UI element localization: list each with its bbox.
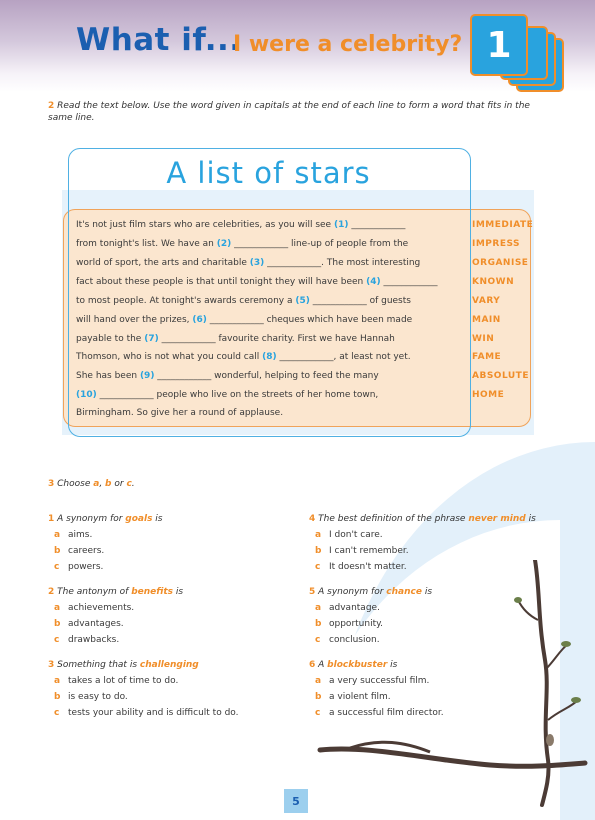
reading-title: A list of stars bbox=[166, 156, 371, 190]
option-text: powers. bbox=[68, 562, 104, 572]
answer-option[interactable] bbox=[48, 546, 298, 562]
option-letter: b bbox=[54, 546, 61, 556]
exercise3-number: 3 bbox=[48, 479, 55, 489]
gap-number: (3) bbox=[249, 258, 265, 268]
gap-number: (2) bbox=[216, 239, 232, 249]
word-in-capitals: ABSOLUTE bbox=[472, 371, 529, 381]
option-text: takes a lot of time to do. bbox=[68, 676, 179, 686]
word-in-capitals: VARY bbox=[472, 296, 501, 306]
choice-b-label: b bbox=[105, 479, 112, 489]
reading-line bbox=[76, 390, 378, 400]
option-letter: b bbox=[315, 692, 322, 702]
line-text: fact about these people is that until tonight they will have been bbox=[76, 277, 367, 287]
reading-line bbox=[76, 315, 412, 325]
option-text: a violent film. bbox=[329, 692, 391, 702]
option-letter: c bbox=[54, 562, 60, 572]
option-text: achievements. bbox=[68, 603, 135, 613]
question-5 bbox=[309, 587, 559, 651]
reading-line bbox=[76, 408, 283, 418]
answer-option[interactable] bbox=[309, 530, 559, 546]
question-stem bbox=[48, 514, 298, 530]
line-text: from tonight's list. We have an bbox=[76, 239, 217, 249]
word-in-capitals: IMMEDIATE bbox=[472, 220, 534, 230]
answer-option[interactable] bbox=[48, 692, 298, 708]
gap-number: (1) bbox=[333, 220, 349, 230]
option-letter: b bbox=[54, 619, 61, 629]
option-letter: c bbox=[315, 562, 321, 572]
option-text: tests your ability and is difficult to do. bbox=[68, 708, 239, 718]
option-letter: b bbox=[315, 546, 322, 556]
line-text-after-gap: ____________ people who live on the streets of her home town, bbox=[96, 390, 379, 400]
gap-number: (6) bbox=[192, 315, 207, 325]
line-text: will hand over the prizes, bbox=[76, 315, 193, 325]
line-text-after-gap: ____________ cheques which have been made bbox=[206, 315, 413, 325]
question-keyword: chance bbox=[386, 587, 422, 597]
line-text: It's not just film stars who are celebrities, as you will see bbox=[76, 220, 334, 230]
line-text-after-gap: ____________ line-up of people from the bbox=[231, 239, 409, 249]
answer-option[interactable] bbox=[48, 676, 298, 692]
unit-badge bbox=[470, 14, 570, 88]
question-keyword: never mind bbox=[468, 514, 526, 524]
line-text: to most people. At tonight's awards ceremony a bbox=[76, 296, 296, 306]
choice-separator: , bbox=[99, 479, 106, 489]
answer-option[interactable] bbox=[309, 676, 559, 692]
question-text: is bbox=[173, 587, 184, 597]
word-in-capitals: KNOWN bbox=[472, 277, 515, 287]
choice-separator-or: or bbox=[111, 479, 127, 489]
page-number: 5 bbox=[284, 789, 308, 813]
line-text: Thomson, who is not what you could call bbox=[76, 352, 263, 362]
line-text-after-gap: ____________ favourite charity. First we have Hannah bbox=[158, 334, 395, 344]
question-number: 6 bbox=[309, 660, 316, 670]
line-text: world of sport, the arts and charitable bbox=[76, 258, 250, 268]
question-1 bbox=[48, 514, 298, 578]
reading-line bbox=[76, 277, 437, 287]
answer-option[interactable] bbox=[309, 692, 559, 708]
question-stem bbox=[309, 587, 559, 603]
option-letter: c bbox=[54, 635, 60, 645]
answer-option[interactable] bbox=[48, 635, 298, 651]
word-in-capitals: WIN bbox=[472, 334, 495, 344]
option-letter: b bbox=[315, 619, 322, 629]
gap-number: (4) bbox=[366, 277, 381, 287]
question-stem bbox=[48, 587, 298, 603]
option-text: I can't remember. bbox=[329, 546, 409, 556]
word-in-capitals: HOME bbox=[472, 390, 505, 400]
gap-number: (7) bbox=[144, 334, 159, 344]
question-text: Something that is bbox=[57, 660, 140, 670]
word-in-capitals: FAME bbox=[472, 352, 502, 362]
question-text: is bbox=[421, 587, 433, 597]
exercise2-number: 2 bbox=[48, 101, 55, 111]
option-letter: b bbox=[54, 692, 61, 702]
question-number: 1 bbox=[48, 514, 55, 524]
reading-line bbox=[76, 334, 395, 344]
word-in-capitals: IMPRESS bbox=[472, 239, 521, 249]
exercise3-instruction-text: Choose bbox=[57, 479, 94, 489]
page-title: What if... bbox=[76, 22, 242, 58]
option-text: opportunity. bbox=[329, 619, 384, 629]
option-text: drawbacks. bbox=[68, 635, 120, 645]
question-2 bbox=[48, 587, 298, 651]
unit-number: 1 bbox=[470, 14, 528, 76]
option-text: conclusion. bbox=[329, 635, 380, 645]
line-text-after-gap: ____________, at least not yet. bbox=[276, 352, 411, 362]
option-text: careers. bbox=[68, 546, 105, 556]
option-letter: a bbox=[54, 676, 61, 686]
gap-number: (10) bbox=[76, 390, 97, 400]
option-letter: a bbox=[315, 676, 322, 686]
reading-line bbox=[76, 239, 408, 249]
option-letter: a bbox=[54, 603, 61, 613]
question-6 bbox=[309, 660, 559, 724]
answer-option[interactable] bbox=[309, 635, 559, 651]
option-letter: c bbox=[54, 708, 60, 718]
question-3 bbox=[48, 660, 298, 724]
option-letter: c bbox=[315, 635, 321, 645]
line-text-after-gap: ____________ bbox=[348, 220, 406, 230]
question-stem bbox=[309, 660, 559, 676]
answer-option[interactable] bbox=[48, 619, 298, 635]
word-in-capitals: MAIN bbox=[472, 315, 501, 325]
option-text: It doesn't matter. bbox=[329, 562, 407, 572]
reading-line bbox=[76, 258, 420, 268]
gap-number: (8) bbox=[262, 352, 277, 362]
answer-option[interactable] bbox=[48, 530, 298, 546]
question-number: 2 bbox=[48, 587, 55, 597]
option-letter: a bbox=[54, 530, 61, 540]
line-text: She has been bbox=[76, 371, 140, 381]
page-subtitle: I were a celebrity? bbox=[233, 32, 463, 57]
exercise3-instruction bbox=[48, 479, 135, 489]
question-keyword: benefits bbox=[131, 587, 174, 597]
answer-option[interactable] bbox=[309, 708, 559, 724]
option-text: advantages. bbox=[68, 619, 124, 629]
word-in-capitals: ORGANISE bbox=[472, 258, 529, 268]
option-text: is easy to do. bbox=[68, 692, 128, 702]
option-letter: a bbox=[315, 603, 322, 613]
option-text: I don't care. bbox=[329, 530, 383, 540]
question-4 bbox=[309, 514, 559, 578]
question-keyword: challenging bbox=[139, 660, 199, 670]
reading-line bbox=[76, 296, 411, 306]
question-text: The best definition of the phrase bbox=[318, 514, 469, 524]
question-number: 4 bbox=[309, 514, 316, 524]
question-text: A synonym for bbox=[57, 514, 126, 524]
option-text: a successful film director. bbox=[329, 708, 444, 718]
line-text-after-gap: ____________. The most interesting bbox=[264, 258, 421, 268]
answer-option[interactable] bbox=[309, 603, 559, 619]
answer-option[interactable] bbox=[48, 708, 298, 724]
answer-option[interactable] bbox=[48, 603, 298, 619]
gap-number: (9) bbox=[139, 371, 155, 381]
question-text: is bbox=[525, 514, 536, 524]
answer-option[interactable] bbox=[309, 546, 559, 562]
exercise2-instruction bbox=[48, 100, 548, 124]
instruction-end: . bbox=[131, 479, 135, 489]
question-number: 5 bbox=[309, 587, 316, 597]
exercise2-instruction-text: Read the text below. Use the word given in capitals at the end of each line to form a word that fits in the same line. bbox=[48, 101, 530, 123]
question-keyword: blockbuster bbox=[327, 660, 388, 670]
line-text-after-gap: ____________ wonderful, helping to feed the many bbox=[154, 371, 379, 381]
question-stem bbox=[48, 660, 298, 676]
option-letter: a bbox=[315, 530, 322, 540]
question-text: is bbox=[387, 660, 398, 670]
question-text: A synonym for bbox=[318, 587, 387, 597]
question-text: A bbox=[318, 660, 328, 670]
question-text: The antonym of bbox=[57, 587, 132, 597]
question-number: 3 bbox=[48, 660, 55, 670]
line-text: payable to the bbox=[76, 334, 145, 344]
line-text-after-gap: ____________ bbox=[380, 277, 438, 287]
question-stem bbox=[309, 514, 559, 530]
choice-a-label: a bbox=[93, 479, 100, 489]
choice-c-label: c bbox=[126, 479, 132, 489]
line-text-after-gap: ____________ of guests bbox=[309, 296, 411, 306]
question-text: is bbox=[152, 514, 163, 524]
option-text: aims. bbox=[68, 530, 93, 540]
question-keyword: goals bbox=[125, 514, 153, 524]
answer-option[interactable] bbox=[48, 562, 298, 578]
option-letter: c bbox=[315, 708, 321, 718]
reading-line bbox=[76, 371, 379, 381]
line-text: Birmingham. So give her a round of applause. bbox=[76, 408, 284, 418]
answer-option[interactable] bbox=[309, 619, 559, 635]
reading-line bbox=[76, 220, 405, 230]
option-text: advantage. bbox=[329, 603, 380, 613]
gap-number: (5) bbox=[295, 296, 310, 306]
reading-line bbox=[76, 352, 411, 362]
answer-option[interactable] bbox=[309, 562, 559, 578]
option-text: a very successful film. bbox=[329, 676, 430, 686]
